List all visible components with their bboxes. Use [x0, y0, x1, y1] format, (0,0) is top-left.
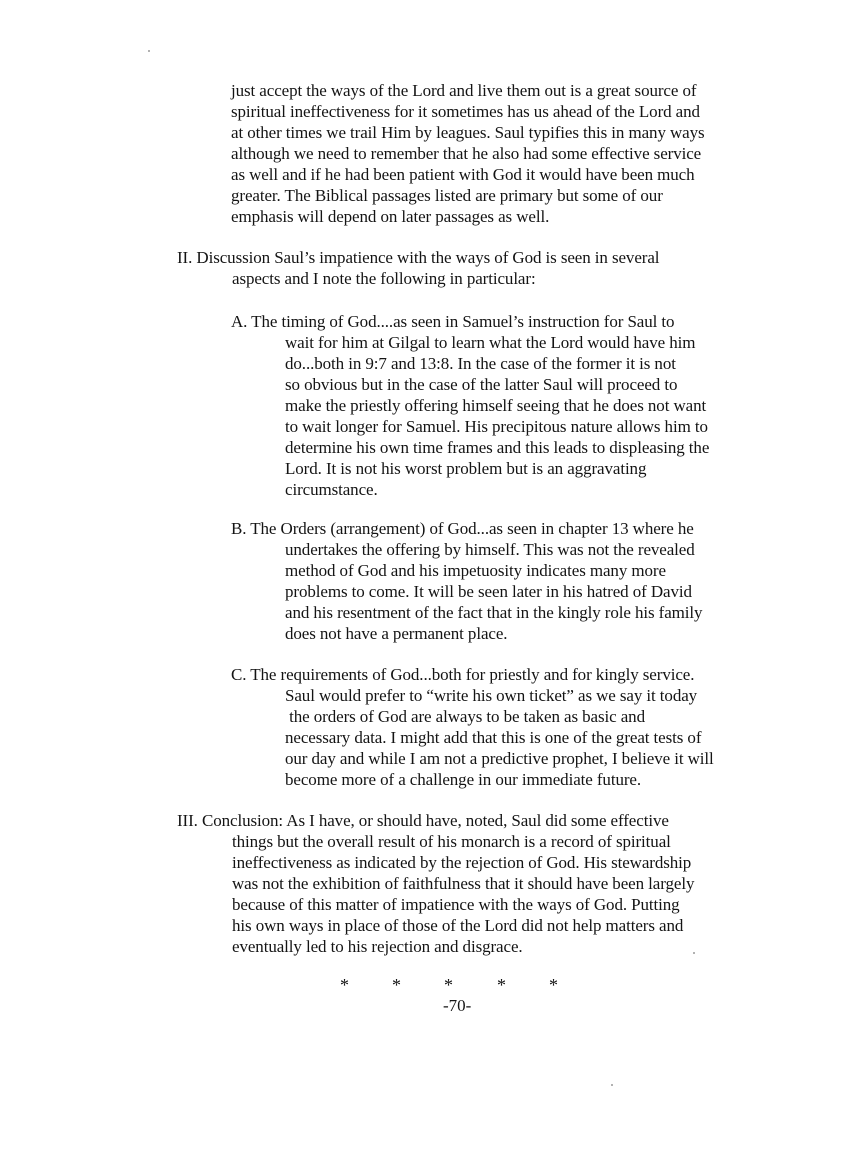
- item-b-line: and his resentment of the fact that in the kingly role his family: [285, 603, 703, 622]
- item-b-line: problems to come. It will be seen later in his hatred of David: [285, 582, 692, 601]
- item-a-line: wait for him at Gilgal to learn what the Lord would have him: [285, 333, 696, 352]
- discussion-heading-line: II. Discussion Saul’s impatience with the ways of God is seen in several: [177, 248, 660, 267]
- scan-speck: [611, 1084, 613, 1086]
- item-a-line: make the priestly offering himself seeing that he does not want: [285, 396, 707, 415]
- item-b-line: method of God and his impetuosity indicates many more: [285, 561, 666, 580]
- item-c-line: our day and while I am not a predictive prophet, I believe it will: [285, 749, 714, 768]
- item-a-line: to wait longer for Samuel. His precipitous nature allows him to: [285, 417, 708, 436]
- item-c-line: necessary data. I might add that this is one of the great tests of: [285, 728, 702, 747]
- conclusion-line: ineffectiveness as indicated by the rejection of God. His stewardship: [232, 853, 692, 872]
- item-a-line: Lord. It is not his worst problem but is an aggravating: [285, 459, 647, 478]
- item-a-line: circumstance.: [285, 480, 378, 499]
- intro-line: as well and if he had been patient with God it would have been much: [231, 165, 695, 184]
- separator-asterisk: *: [340, 975, 349, 995]
- separator-asterisk: *: [497, 975, 506, 995]
- intro-line: emphasis will depend on later passages as well.: [231, 207, 550, 226]
- separator-asterisk: *: [392, 975, 401, 995]
- conclusion-heading-line: III. Conclusion: As I have, or should have, noted, Saul did some effective: [177, 811, 669, 830]
- intro-line: spiritual ineffectiveness for it sometimes has us ahead of the Lord and: [231, 102, 700, 121]
- item-c-line: Saul would prefer to “write his own ticket” as we say it today: [285, 686, 698, 705]
- intro-line: at other times we trail Him by leagues. Saul typifies this in many ways: [231, 123, 705, 142]
- item-a-line: A. The timing of God....as seen in Samuel’s instruction for Saul to: [231, 312, 675, 331]
- item-a-line: determine his own time frames and this leads to displeasing the: [285, 438, 710, 457]
- conclusion-line: things but the overall result of his monarch is a record of spiritual: [232, 832, 671, 851]
- section-separator: [330, 975, 570, 997]
- item-c-line: become more of a challenge in our immediate future.: [285, 770, 642, 789]
- page-number: -70-: [443, 996, 472, 1015]
- conclusion-line: his own ways in place of those of the Lord did not help matters and: [232, 916, 684, 935]
- intro-line: just accept the ways of the Lord and live them out is a great source of: [231, 81, 697, 100]
- intro-line: greater. The Biblical passages listed are primary but some of our: [231, 186, 663, 205]
- item-c-line: C. The requirements of God...both for priestly and for kingly service.: [231, 665, 695, 684]
- conclusion-line: was not the exhibition of faithfulness that it should have been largely: [232, 874, 695, 893]
- separator-asterisk: *: [549, 975, 558, 995]
- item-b-line: B. The Orders (arrangement) of God...as seen in chapter 13 where he: [231, 519, 694, 538]
- separator-asterisk: *: [444, 975, 453, 995]
- conclusion-line: because of this matter of impatience with the ways of God. Putting: [232, 895, 680, 914]
- conclusion-line: eventually led to his rejection and disgrace.: [232, 937, 523, 956]
- discussion-line: aspects and I note the following in particular:: [232, 269, 536, 288]
- item-a-line: do...both in 9:7 and 13:8. In the case of the former it is not: [285, 354, 676, 373]
- item-b-line: undertakes the offering by himself. This was not the revealed: [285, 540, 695, 559]
- scan-speck: [148, 50, 150, 52]
- item-a-line: so obvious but in the case of the latter Saul will proceed to: [285, 375, 678, 394]
- item-b-line: does not have a permanent place.: [285, 624, 508, 643]
- scan-speck: [693, 952, 695, 954]
- intro-line: although we need to remember that he also had some effective service: [231, 144, 702, 163]
- item-c-line: the orders of God are always to be taken as basic and: [285, 707, 645, 726]
